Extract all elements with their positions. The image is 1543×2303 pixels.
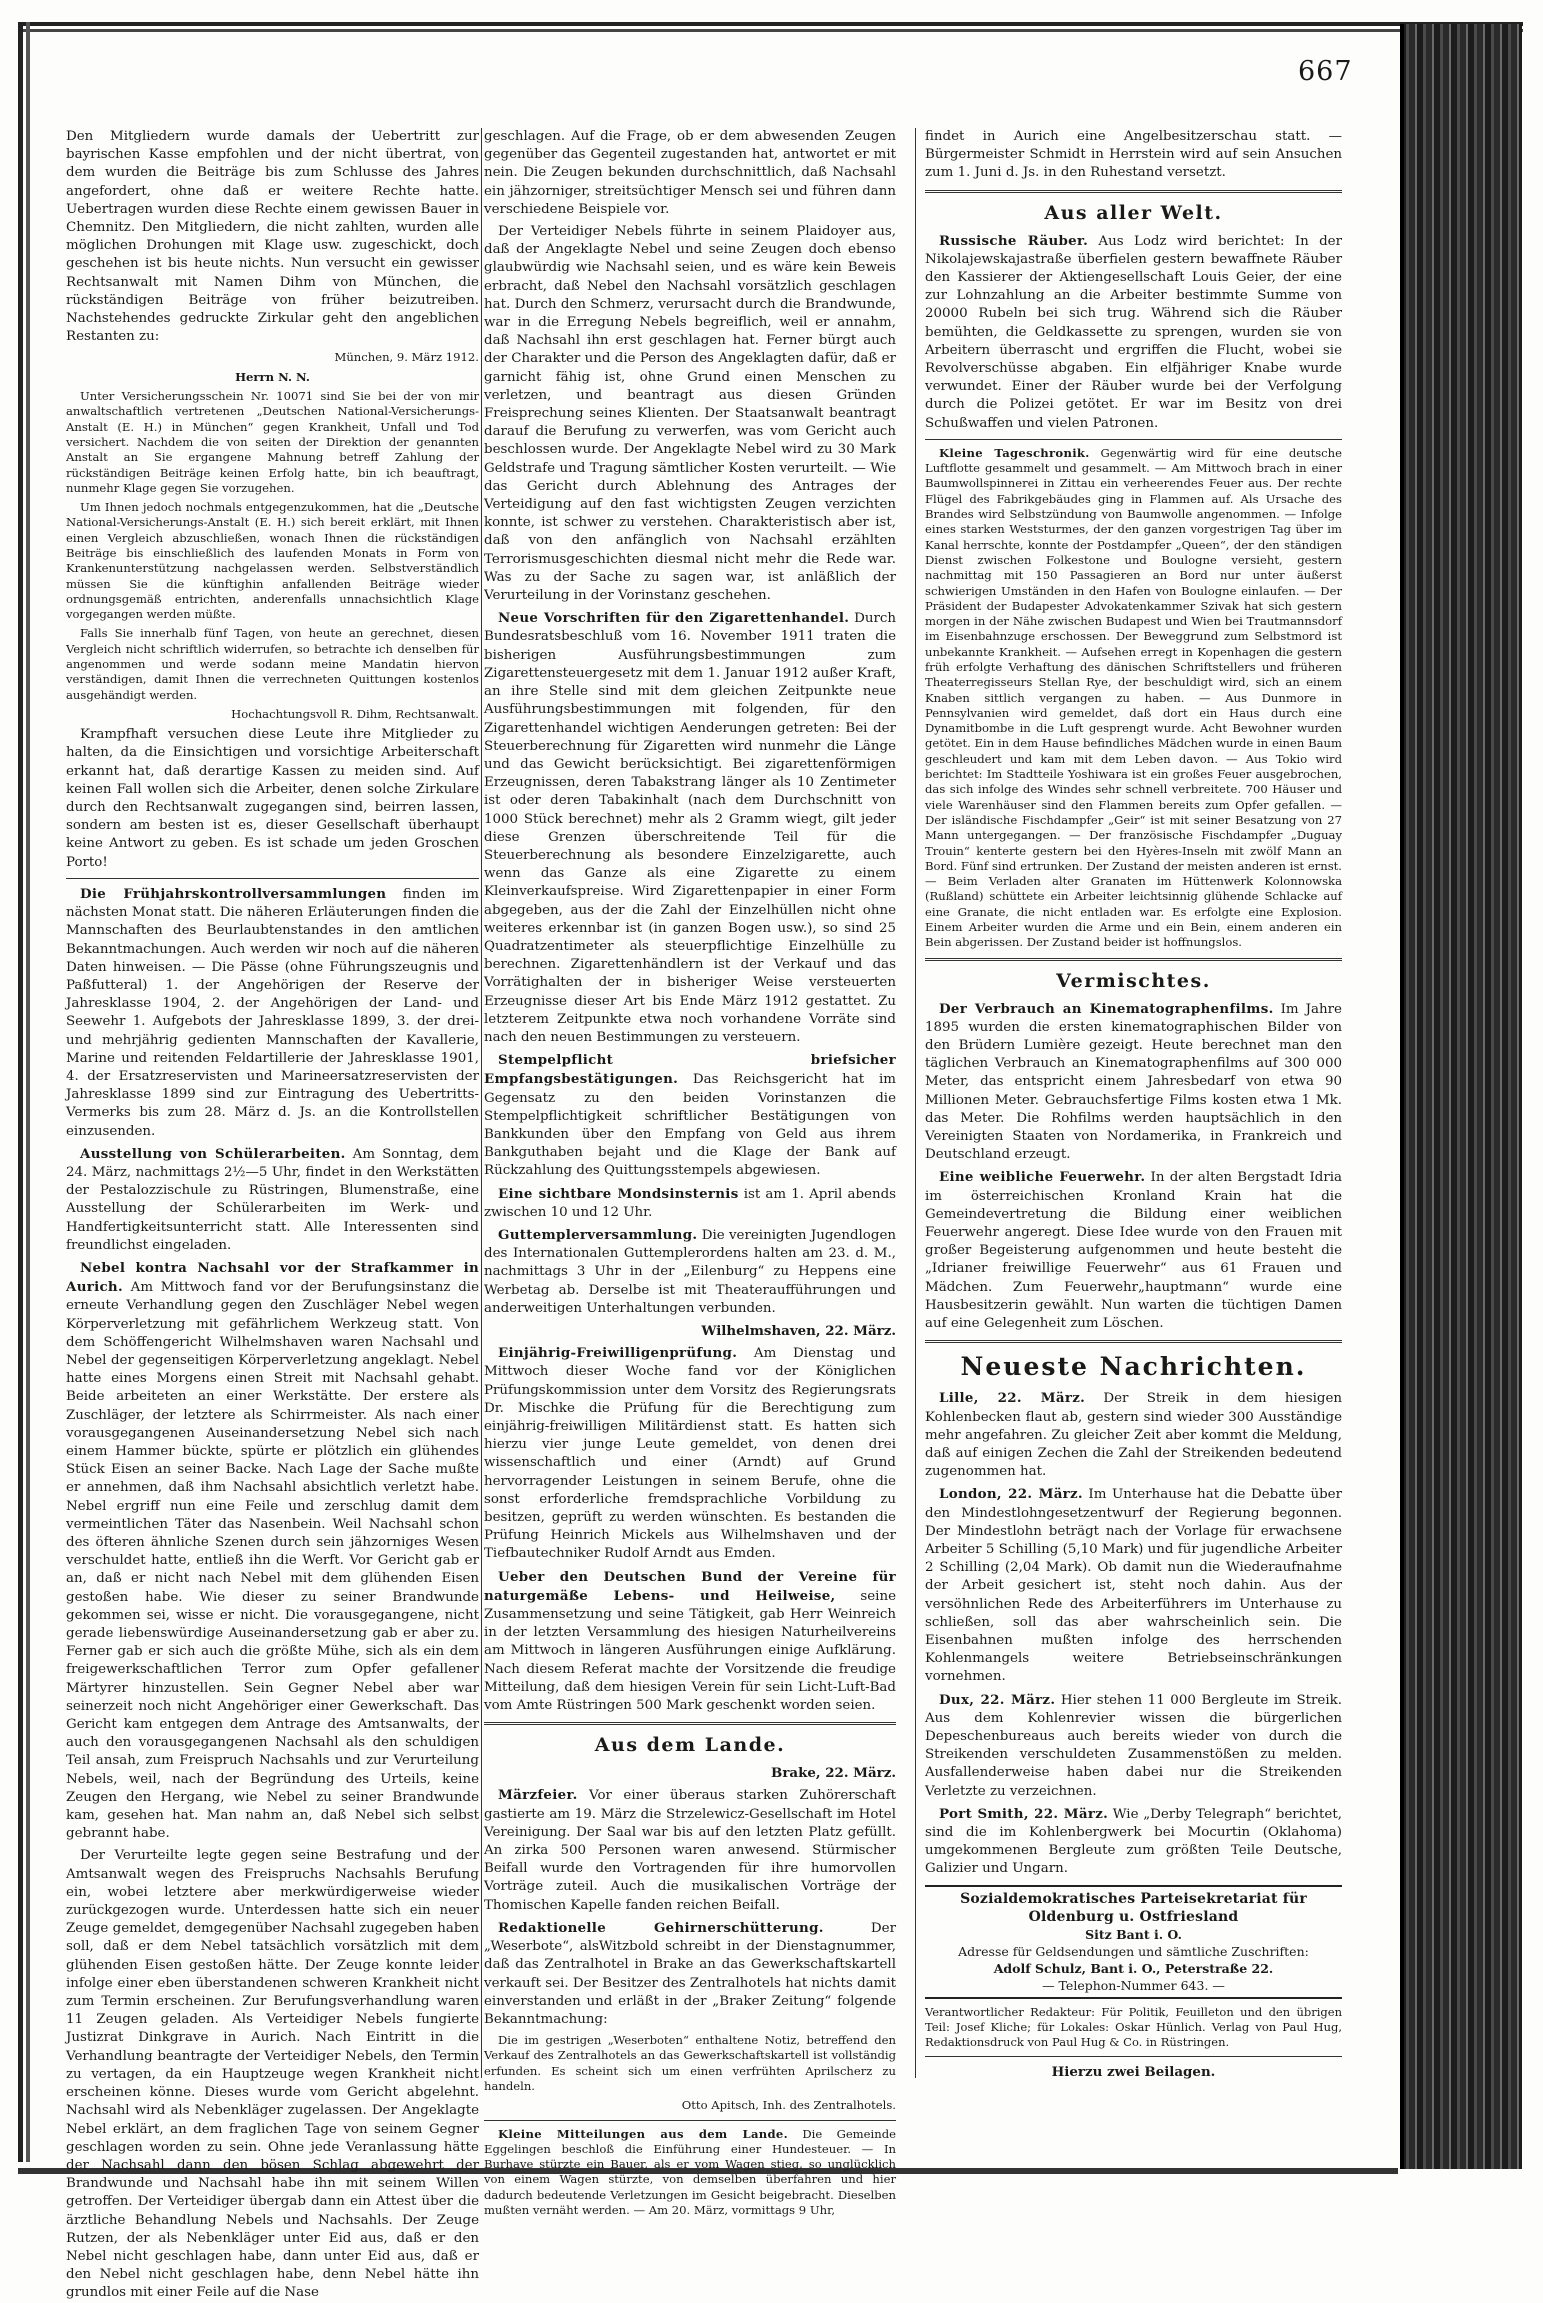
notice-signature: Otto Apitsch, Inh. des Zentralhotels. [681,2098,896,2113]
divider [66,878,479,879]
letter-signature: Hochachtungsvoll R. Dihm, Rechtsanwalt. [231,706,479,721]
news-item [66,1145,479,1255]
news-text: Hier stehen 11 000 Bergleute im Streik. Aus dem Kohlenrevier wissen die bürgerlichen Depeschenbureaus auch bereits wieder von durch die Streikenden verschuldeten Zusammenstößen zu melden. Ausfallenderweise haben dabei nur die Streikenden Verletzte zu verzeichnen. [925,1692,1342,1799]
article-paragraph: Der Verurteilte legte gegen seine Bestrafung und der Amtsanwalt wegen des Freispruchs Nachsahls Berufung ein, wobei letztere aber merkwürdigerweise wieder zurückgezogen wurde. Unterdessen hatte sich ein neuer Zeuge gemeldet, demgegenüber Nachsahl zugegeben haben soll, daß er dem Nebel tatsächlich vorsätzlich mit dem glühenden Eisen gestoßen hätte. Der Zeuge konnte leider infolge einer eben überstandenen schweren Krankheit nicht zum Termin erscheinen. Zur Berufungsverhandlung waren 11 Zeugen geladen. Als Verteidiger Nebels fungierte Justizrat Dinkgrave in Aurich. Nach Eintritt in die Verhandlung beantragte der Verteidiger Nebels, den Termin zu vertagen, da ein Hauptzeuge wegen Krankheit nicht erscheinen könne. Dieses wurde vom Gericht abgelehnt. Nachsahl wird als Nebenkläger zugelassen. Der Angeklagte Nebel erklärt, an dem fraglichen Tage von seinem Gegner geschlagen worden zu sein. Ohne jede Veranlassung hätte der Nachsahl dann den bösen Schlag abgewehrt der Brandwunde und Nachsahl habe ihn mit seinem Willen getroffen. Der Verteidiger übergab dann ein Attest über die ärztliche Behandlung Nebels und Nachsahls. Der Zeuge Rutzen, der als Nebenkläger unter Eid aus, daß er den Nebel nicht geschlagen habe, dann unter Eid aus, daß er den Nebel nicht geschlagen habe, denn Nebel hätte ihn grundlos mit einer Feile auf die Nase [66,1848,479,2301]
news-item [925,1168,1342,1333]
news-headline: Guttemplerversammlung. [498,1226,698,1243]
news-headline: Der Verbrauch an Kinematographenfilms. [939,1000,1274,1017]
column-rule-2 [915,128,916,2078]
divider [925,439,1342,440]
box-phone: — Telephon-Nummer 643. — [1042,1977,1225,1993]
news-text: Durch Bundesratsbeschluß vom 16. November 1911 traten die bisherigen Ausführungsbestimmungen zum Zigarettensteuergesetz mit dem 1. Januar 1912 außer Kraft, an ihre Stelle sind mit dem gleichen Zeitpunkte neue Ausführungsbestimmungen mit folgenden, für den Zigarettenhandel wichtigen Aenderungen getreten: Bei der Steuerberechnung für Zigaretten wird nunmehr die Länge und das Gewicht berücksichtigt. Bei zigarettenförmigen Erzeugnissen, deren Tabakstrang länger als 10 Zentimeter ist oder deren Tabakinhalt (nach dem Durchschnitt von 1000 Stück berechnet) mehr als 2 Gramm wiegt, gilt jeder diese Grenzen überschreitende Teil für die Steuerberechnung als besondere Einzelzigarette, auch wenn das Ganze als eine Zigarette zu einem Kleinverkaufspreise. Wird Zigarettenpapier in einer Form abgegeben, aus der die Zahl der Einzelhüllen nicht ohne weiteres erkennbar ist (in ganzen Bogen usw.), so sind 25 Quadratzentimeter als steuerpflichtige Einzelhülle zu berechnen. Zigarettenhändlern ist der Verkauf und das Vorrätighalten der in bisheriger Weise versteuerten Erzeugnisse dieser Art bis Ende März 1912 gestattet. Zu letzterem Zeitpunkte etwa noch vorhandene Vorräte sind nach den neuen Bestimmungen zu versteuern. [484,611,896,1045]
news-text: Die vereinigten Jugendlogen des Internationalen Guttemplerordens halten am 23. d. M., nachmittags 3 Uhr in der „Eilenburg“ zu Heppens eine Werbetag ab. Derselbe ist mit Theateraufführungen und anderweitigen Unterhaltungen verbunden. [484,1227,896,1316]
news-item [925,1389,1342,1481]
news-item [484,1919,896,2029]
news-headline: Stempelpflicht briefsicher Empfangsbestätigungen. [484,1052,896,1088]
news-item [925,232,1342,433]
divider [925,2056,1342,2057]
news-text: Der „Weserbote“, alsWitzbold schreibt in der Dienstagnummer, daß das Zentralhotel in Brake an das Gewerkschaftskartell verkauft sei. Der Besitzer des Zentralhotels hat nichts damit einverstanden und erläßt in der „Braker Zeitung“ folgende Bekanntmachung: [484,1920,896,2027]
news-text: Am Sonntag, dem 24. März, nachmittags 2½—5 Uhr, findet in den Werkstätten der Pestalozzischule zu Rüstringen, Blumenstraße, eine Ausstellung der Schülerarbeiten im Werk- und Handfertigkeitsunterricht statt. Alle Interessenten sind freundlichst eingeladen. [66,1146,479,1253]
section-divider [925,1340,1342,1343]
spine-edge [1400,24,1404,2169]
letter-salutation: Herrn N. N. [235,369,310,384]
news-item [484,1226,896,1318]
page-border-left [18,22,30,2162]
news-item [925,1805,1342,1879]
article-paragraph: Krampfhaft versuchen diese Leute ihre Mitglieder zu halten, da die Einsichtigen und vorsichtige Arbeiterschaft erkannt hat, daß derartige Kassen zu meiden sind. Auf keinen Fall wollen sich die Arbeiter, denen solche Zirkulare durch den Rechtsanwalt zugegangen sind, beirren lassen, sondern am besten ist es, dieser Gesellschaft überhaupt keine Antwort zu geben. Es ist schade um jeden Groschen Porto! [66,727,479,870]
news-text: Gegenwärtig wird für eine deutsche Luftflotte gesammelt und gesammelt. — Am Mittwoch brach in einer Baumwollspinnerei in Zittau ein verheerendes Feuer aus. Der rechte Flügel des Fabrikgebäudes ging in Flammen auf. Als Ursache des Brandes wird Selbstzündung von Baumwolle angenommen. — Infolge eines starken Weststurmes, der den ganzen vorgestrigen Tag über im Kanal herrschte, konnte der Postdampfer „Queen“, der den ständigen Dienst zwischen Folkestone und Boulogne versieht, gestern nachmittag mit 150 Passagieren an Bord nur unter äußerst schwierigen Umständen in den Hafen von Boulogne einlaufen. — Der Präsident der Budapester Advokatenkammer Szivak hat sich gestern morgen in der Nähe zwischen Budapest und Wien bei Trautmannsdorf im Eisenbahnzuge erschossen. Der Beweggrund zum Selbstmord ist unbekannte Krankheit. — Aufsehen erregt in Kopenhagen die gestern früh erfolgte Verhaftung des dänischen Schriftstellers und früheren Theaterregisseurs Stellan Rye, der beschuldigt wird, sich an einem Knaben sittlich vergangen zu haben. — Aus Dunmore in Pennsylvanien wird gemeldet, daß dort ein Haus durch eine Dynamitbombe in die Luft gesprengt wurde. Acht Bewohner wurden getötet. Ein in dem Hause befindliches Mädchen wurde in einen Baum geschleudert und kam mit dem Leben davon. — Aus Tokio wird berichtet: Im Stadtteile Yoshiwara ist ein großes Feuer ausgebrochen, das sich infolge des Windes sehr schnell verbreitete. 700 Häuser und viele Warenhäuser sind den Flammen bereits zum Opfer gefallen. — Der isländische Fischdampfer „Geir“ ist mit seiner Besatzung von 27 Mann untergegangen. — Der französische Fischdampfer „Duguay Trouin“ kenterte gestern bei den Hyères-Inseln mit zwölf Mann an Bord. Fünf sind ertrunken. Der Zustand der meisten anderen ist ernst. — Beim Verladen alter Granaten im Hüttenwerk Kolonnowska (Rußland) schüttete ein Arbeiter leichtsinnig glühende Schlacke auf eine Granate, die nicht entladen war. Es erfolgte eine Explosion. Einem Arbeiter wurden die Arme und ein Bein, einem anderen ein Bein abgerissen. Der Zustand beider ist hoffnungslos. [925,445,1343,950]
section-divider [484,1722,896,1725]
dateline: Wilhelmshaven, 22. März. [701,1323,896,1339]
news-item [484,1344,896,1563]
news-item [925,1000,1342,1165]
news-text: Am Dienstag und Mittwoch dieser Woche fand vor der Königlichen Prüfungskommission unter dem Vorsitz des Regierungsrats Dr. Mischke die Prüfung für die Berechtigung zum einjährig-freiwilligen Militärdienst statt. Es hatten sich hierzu vier junge Leute gemeldet, von denen drei wissenschaftlich und einer (Arndt) auf Grund hervorragender Leistungen in seinem Berufe, ohne die sonst erforderliche fremdsprachliche Vorbildung zu besitzen, geprüft zu werden wünschten. Es bestanden die Prüfung Heinrich Mickels aus Wilhelmshaven und der Tiefbautechniker Rudolf Arndt aus Emden. [484,1346,896,1562]
article-paragraph: geschlagen. Auf die Frage, ob er dem abwesenden Zeugen gegenüber das Gegenteil zugestanden hat, antwortet er mit nein. Die Zeugen bekunden durchschnittlich, daß Nachsahl ein jähzorniger, streitsüchtiger Mensch sei und führen dann verschiedene Beispiele vor. [484,129,896,217]
news-item [66,1259,479,1844]
news-dateline: Lille, 22. März. [939,1390,1086,1407]
news-item [484,1786,896,1914]
news-item [66,885,479,1141]
news-dateline: London, 22. März. [939,1486,1083,1503]
news-dateline: Dux, 22. März. [939,1691,1056,1708]
news-text: Im Jahre 1895 wurden die ersten kinematographischen Bilder von den Brüdern Lumière gezeigt. Heute berechnet man den täglichen Verbrauch an Kinematographenfilms auf 300 000 Meter, das entspricht einem Jahresbedarf von etwa 90 Millionen Meter. Gebrauchsfertige Films kosten etwa 1 Mk. das Meter. Die Rohfilms werden hauptsächlich in den Vereinigten Staaten von Nordamerika, in Frankreich und Deutschland erzeugt. [925,1001,1342,1163]
news-headline: Neue Vorschriften für den Zigarettenhandel. [498,610,850,627]
book-spine [1400,24,1522,2169]
column-3 [925,128,1342,2148]
box-address: Adolf Schulz, Bant i. O., Peterstraße 22. [993,1960,1274,1976]
column-2 [484,128,897,2218]
news-item [484,1051,896,1180]
letter-paragraph: Falls Sie innerhalb fünf Tagen, von heute an gerechnet, diesen Vergleich nicht schriftlich widerrufen, so betrachte ich denselben für angenommen und werde sodann meine Mandatin hiervon verständigen, damit Ihnen die verrechneten Quittungen kostenlos ausgehändigt werden. [66,626,479,702]
section-heading: Neueste Nachrichten. [960,1352,1307,1382]
news-item [484,1568,896,1716]
letter-paragraph: Unter Versicherungsschein Nr. 10071 sind Sie bei der von mir anwaltschaftlich vertretenen „Deutschen National-Versicherungs-Anstalt (E. H.) in München“ gegen Krankheit, Unfall und Tod versichert. Nachdem die von seiten der Direktion der genannten Anstalt an Sie ergangene Mahnung betreff Zahlung der rückständigen Beiträge keinen Erfolg hatte, bin ich beauftragt, nunmehr Klage gegen Sie vorzugehen. [66,389,479,495]
news-dateline: Port Smith, 22. März. [939,1805,1109,1822]
box-title: Sozialdemokratisches Parteisekretariat für Oldenburg u. Ostfriesland [960,1890,1307,1925]
news-text: Wie „Derby Telegraph“ berichtet, sind die im Kohlenbergwerk bei Mocurtin (Oklahoma) umgekommenen Bergleute zum größten Teile Deutsche, Galizier und Ungarn. [925,1806,1342,1877]
letter-paragraph: Um Ihnen jedoch nochmals entgegenzukommen, hat die „Deutsche National-Versicherungs-Anstalt (E. H.) sich bereit erklärt, mit Ihnen einen Vergleich abzuschließen, wonach Ihnen die rückständigen Beiträge bis einschließlich des laufenden Monats in Form von Krankenunterstützung nachgelassen werden. Selbstverständlich müssen Sie die künftighin anfallenden Beiträge wieder ordnungsgemäß entrichten, anderenfalls unnachsichtlich Klage vorgegangen werden müßte. [66,500,479,622]
imprint: Verantwortlicher Redakteur: Für Politik, Feuilleton und den übrigen Teil: Josef Kliche; für Lokales: Oskar Hünlich. Verlag von Paul Hug, Redaktionsdruck von Paul Hug & Co. in Rüstringen. [925,2004,1342,2049]
column-rule-1 [481,128,482,2078]
news-text: Im Unterhause hat die Debatte über den Mindestlohngesetzentwurf der Regierung begonnen. Der Mindestlohn beträgt nach der Vorlage für erwachsene Arbeiter 5 Schilling (5,10 Mark) und für jugendliche Arbeiter 2 Schilling (2,04 Mark). Ob damit nun die Wiederaufnahme der Arbeit gesichert ist, steht noch dahin. Aus der versöhnlichen Rede des Arbeiterführers im Unterhause zu schließen, soll das aber wahrscheinlich sein. Die Eisenbahnen mußten infolge des herrschenden Kohlenmangels weitere Betriebseinschränkungen vornehmen. [925,1487,1342,1685]
section-divider [925,190,1342,193]
page-number: 667 [1298,56,1353,87]
news-item [484,2127,896,2219]
news-text: Die Gemeinde Eggelingen beschloß die Einführung einer Hundesteuer. — In Burhave stürzte ein Bauer, als er vom Wagen stieg, so unglücklich von einem Wagen stürzte, von demselben überfahren und hier dadurch bedeutende Verletzungen im Gesicht beigebracht. Dieselben mußten vernäht werden. — Am 20. März, vormittags 9 Uhr, [484,2126,896,2218]
news-headline: Die Frühjahrskontrollversammlungen [80,885,387,902]
news-headline: Nebel kontra Nachsahl vor der Strafkammer in Aurich. [66,1259,479,1296]
news-text: ist am 1. April abends zwischen 10 und 12 Uhr. [484,1186,897,1220]
divider [484,2120,896,2121]
news-text: seine Zusammensetzung und seine Tätigkeit, gab Herr Weinreich in der letzten Versammlung des hiesigen Naturheilvereins am Mittwoch in längeren Ausführungen einige Aufklärung. Nach diesem Referat machte der Vorsitzende die freudige Mitteilung, daß dem hiesigen Verein für sein Licht-Luft-Bad vom Amte Rüstringen 500 Mark geschenkt worden seien. [484,1588,896,1714]
box-line: Adresse für Geldsendungen und sämtliche Zuschriften: [958,1943,1309,1959]
news-headline: Märzfeier. [498,1787,578,1804]
news-headline: Kleine Tageschronik. [939,445,1090,460]
news-headline: Kleine Mitteilungen aus dem Lande. [498,2126,788,2141]
supplement-note: Hierzu zwei Beilagen. [1051,2063,1216,2080]
news-headline: Einjährig-Freiwilligenprüfung. [498,1345,738,1362]
news-item [484,1185,896,1222]
column-1 [66,128,479,2301]
news-text: Der Streik in dem hiesigen Kohlenbecken flaut ab, gestern sind wieder 300 Ausständige mehr angefahren. Zu gleicher Zeit aber kommt die Meldung, daß auf einigen Zechen die Zahl der Streikenden bedeutend zugenommen hat. [925,1391,1342,1480]
news-text: Aus Lodz wird berichtet: In der Nikolajewskajastraße überfielen gestern bewaffnete Räuber den Kassierer der Aktiengesellschaft Louis Geier, der eine zur Lohnzahlung an die Arbeiter bestimmte Summe von 20000 Rubeln bei sich trug. Während sich die Räuber bemühten, die Geldkassette zu sprengen, wurden sie von Arbeitern überrascht und ergriffen die Flucht, wobei sie Revolverschüsse abgaben. Ein elfjähriger Knabe wurde verwundet. Einer der Räuber wurde bei der Verfolgung durch die Polizei getötet. Er war im Besitz von drei Schußwaffen und vielen Patronen. [925,233,1342,431]
news-headline: Russische Räuber. [939,232,1089,249]
quoted-notice: Die im gestrigen „Weserboten“ enthaltene Notiz, betreffend den Verkauf des Zentralhotels an das Gewerkschaftskartell ist vollständig erfunden. Es scheint sich um einen verfrühten Aprilscherz zu handeln. [484,2033,896,2093]
article-paragraph: findet in Aurich eine Angelbesitzerschau statt. — Bürgermeister Schmidt in Herrstein wird auf sein Ansuchen zum 1. Juni d. Js. in den Ruhestand versetzt. [925,129,1342,181]
news-headline: Eine weibliche Feuerwehr. [939,1169,1146,1186]
section-heading: Aus aller Welt. [1044,201,1223,224]
news-text: In der alten Bergstadt Idria im österreichischen Kronland Krain hat die Gemeindevertretung die Bildung einer weiblichen Feuerwehr angeregt. Diese Idee wurde von den Frauen mit großer Begeisterung aufgenommen und heute besteht die „Idrianer freiwillige Feuerwehr“ aus 61 Frauen und Mädchen. Zum Feuerwehr„hauptmann“ wurde eine Hausbesitzerin gewählt. Nun warten die tüchtigen Damen auf eine Gelegenheit zum Löschen. [925,1170,1343,1332]
news-text: Vor einer überaus starken Zuhörerschaft gastierte am 19. März die Strzelewicz-Gesellschaft im Hotel Vereinigung. Der Saal war bis auf den letzten Platz gefüllt. An zirka 500 Personen waren anwesend. Stürmischer Beifall wurde den Vortragenden für ihre humorvollen Vorträge zuteil. Auch die musikalischen Vorträge der Thomischen Kapelle fanden reichen Beifall. [484,1788,896,1913]
news-item [925,446,1342,951]
news-text: Am Mittwoch fand vor der Berufungsinstanz die erneute Verhandlung gegen den Zuschläger Nebel wegen Körperverletzung mit gefährlichem Werkzeug statt. Von dem Schöffengericht Wilhelmshaven waren Nachsahl und Nebel der gegenseitigen Körperverletzung angeklagt. Nebel hatte eines Morgens einen Streit mit Nachsahl gehabt. Beide arbeiteten an einer Werkstätte. Der erstere als Zuschläger, der letztere als Schirrmeister. Als nach einer vorausgegangenen Auseinandersetzung Nebel sich nach einem Hammer bückte, spürte er plötzlich ein glühendes Stück Eisen an seiner Backe. Nach Lage der Sache mußte er annehmen, daß ihm Nachsahl absichtlich verletzt habe. Nebel ergriff nun eine Feile und zerschlug damit dem vermeintlichen Täter das Nasenbein. Weil Nachsahl schon des öfteren ähnliche Szenen durch sein jähzorniges Wesen verschuldet hatte, entließ ihn die Werft. Vor Gericht gab er an, daß er nicht nach Nebel mit dem glühenden Eisen gestoßen habe. Wie dieser zu seiner Brandwunde gekommen sei, wisse er nicht. Die vorausgegangene, nicht gerade liebenswürdige Auseinandersetzung gab er aber zu. Ferner gab er sich auch die größte Mühe, sich als ein dem freigewerkschaftlichen Terror zum Opfer gefallener Märtyrer hinzustellen. Sein Gegner Nebel aber war seinerzeit noch nicht Angehöriger einer Gewerkschaft. Das Gericht kam entgegen dem Antrage des Amtsanwalts, der auch den vorausgegangenen Nachsahl als den schuldigen Teil ansah, zum Freispruch Nachsahls und zur Verurteilung Nebels, weil, nach der Begründung des Urteils, keine Zeugen den Hergang, wie Nebel zu seiner Brandwunde kam, gesehen hat. Man nahm an, daß Nebel sich selbst gebrannt habe. [66,1280,479,1842]
section-divider [925,958,1342,961]
party-office-box [925,1885,1342,1999]
section-heading: Aus dem Lande. [594,1734,786,1757]
news-headline: Eine sichtbare Mondsinsternis [498,1185,739,1202]
news-item [925,1691,1342,1801]
article-paragraph: Der Verteidiger Nebels führte in seinem Plaidoyer aus, daß der Angeklagte Nebel und seine Zeugen doch ebenso glaubwürdig wie Nachsahl seien, und es wäre kein Beweis erbracht, daß Nebel den Nachsahl vorsätzlich geschlagen hat. Durch den Schmerz, verursacht durch die Brandwunde, war in die Erregung Nebels begreiflich, weil er annahm, daß Nachsahl ihn erst geschlagen hat. Ferner bürgt auch der Charakter und die Person des Angeklagten dafür, daß er garnicht fähig ist, ohne Grund einen Menschen zu verletzen, und beantragt aus diesen Gründen Freisprechung seines Klienten. Der Staatsanwalt beantragt darauf die Berufung zu verwerfen, was vom Gericht auch beschlossen wurde. Der Angeklagte Nebel wird zu 30 Mark Geldstrafe und Tragung sämtlicher Kosten verurteilt. — Wie das Gericht durch Ablehnung des Antrages der Verteidigung auf den fast wichtigsten Zeugen verzichten konnte, ist schwer zu verstehen. Charakteristisch aber ist, daß von den anfänglich von Nachsahl erzählten Terrorismusgeschichten diesmal nicht mehr die Rede war. Was zu der Sache zu sagen war, ist anläßlich der Verurteilung in der Vorinstanz geschehen. [484,224,896,604]
news-text: Das Reichsgericht hat im Gegensatz zu den beiden Vorinstanzen die Stempelpflichtigkeit schriftlicher Bestätigungen von Bankkunden über den Empfang von Geld aus ihrem Bankguthaben bejaht und die Klage der Bank auf Rückzahlung des Quittungsstempels abgewiesen. [484,1072,896,1179]
news-text: finden im nächsten Monat statt. Die näheren Erläuterungen finden die Mannschaften des Beurlaubtenstandes in den amtlichen Bekanntmachungen. Auch werden wir noch auf die näheren Daten hinweisen. — Die Pässe (ohne Führungszeugnis und Paßfutteral) 1. der Angehörigen der Reserve der Jahresklasse 1904, 2. der Angehörigen der Land- und Seewehr 1. Aufgebots der Jahresklasse 1899, 3. der drei- und mehrjährig gedienten Mannschaften der Kavallerie, Marine und reitenden Feldartillerie der Jahresklasse 1901, 4. der Ersatzreservisten und Marineersatzreservisten der Jahresklasse 1899 sind zur Eintragung des Uebertritts-Vermerks bis zum 28. März d. Js. an die Kontrollstellen einzusenden. [66,886,479,1139]
dateline: Brake, 22. März. [771,1765,896,1782]
news-headline: Redaktionelle Gehirnerschütterung. [498,1919,824,1936]
letter-date: München, 9. März 1912. [334,350,479,365]
news-item [484,609,896,1047]
article-paragraph: Den Mitgliedern wurde damals der Uebertritt zur bayrischen Kasse empfohlen und der nicht übertrat, von dem wurden die Beiträge bis zum Schlusse des Jahres angefordert, ohne daß er weitere Rechte hatte. Uebertragen wurden diese Rechte einem gewissen Bauer in Chemnitz. Den Mitgliedern, die nicht zahlten, wurden alle möglichen Drohungen mit Klage usw. zugeschickt, doch geschehen ist bis heute nichts. Nun versucht ein gewisser Rechtsanwalt mit Namen Dihm von München, die rückständigen Beiträge von früher beizutreiben. Nachstehendes gedruckte Zirkular geht den angeblichen Restanten zu: [66,129,479,345]
news-item [925,1485,1342,1686]
box-subtitle: Sitz Bant i. O. [1085,1926,1182,1942]
news-headline: Ueber den Deutschen Bund der Vereine für naturgemäße Lebens- und Heilweise, [484,1568,896,1604]
page-border-top [18,22,1523,32]
section-heading: Vermischtes. [1056,969,1211,992]
news-headline: Ausstellung von Schülerarbeiten. [80,1145,346,1162]
